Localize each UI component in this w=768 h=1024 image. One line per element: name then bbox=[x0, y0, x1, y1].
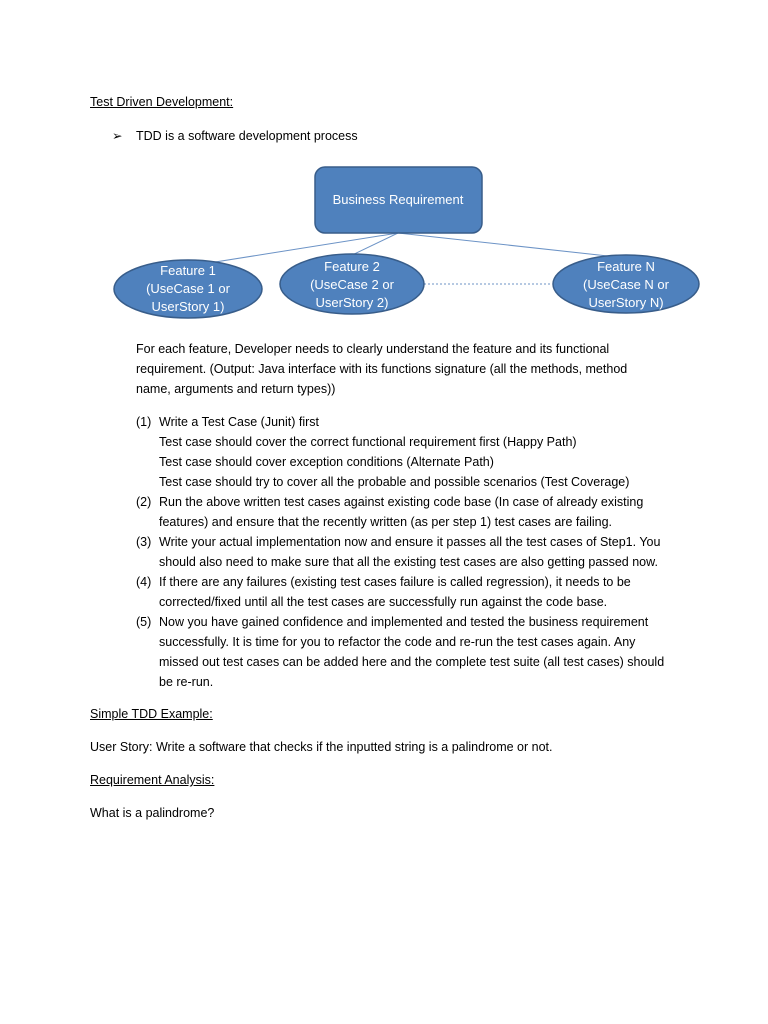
intro-paragraph bbox=[136, 339, 627, 399]
step-line: Now you have gained confidence and implemented and tested the business requirement bbox=[159, 615, 649, 629]
step-line: should also need to make sure that all the existing test cases are also getting passed now. bbox=[159, 555, 658, 569]
business-requirement-label: Business Requirement bbox=[332, 192, 464, 207]
feature-2-line-2: (UseCase 2 or bbox=[310, 277, 394, 292]
steps-list bbox=[136, 412, 696, 692]
step-line: missed out test cases can be added here and the complete test suite (all test cases) should bbox=[159, 655, 665, 669]
step-number: (1) bbox=[136, 415, 152, 429]
step-number: (4) bbox=[136, 575, 152, 589]
step-line: be re-run. bbox=[159, 675, 214, 689]
step-number: (3) bbox=[136, 535, 152, 549]
intro-line: For each feature, Developer needs to clearly understand the feature and its functional bbox=[136, 342, 610, 356]
step-line: Test case should cover the correct functional requirement first (Happy Path) bbox=[159, 435, 577, 449]
step-line: Write your actual implementation now and ensure it passes all the test cases of Step1. You bbox=[159, 535, 661, 549]
palindrome-question: What is a palindrome? bbox=[90, 806, 215, 820]
arrow-bullet-icon: ➢ bbox=[112, 129, 123, 143]
connector-line bbox=[398, 233, 626, 258]
example-heading: Simple TDD Example: bbox=[90, 707, 213, 721]
step-number: (5) bbox=[136, 615, 152, 629]
intro-line: name, arguments and return types)) bbox=[136, 382, 336, 396]
step-line: Test case should try to cover all the probable and possible scenarios (Test Coverage) bbox=[159, 475, 630, 489]
page-title: Test Driven Development: bbox=[90, 95, 234, 109]
requirement-diagram bbox=[0, 0, 768, 330]
feature-1-line-1: Feature 1 bbox=[160, 263, 216, 278]
step-line: If there are any failures (existing test cases failure is called regression), it needs to be bbox=[159, 575, 631, 589]
step-line: features) and ensure that the recently written (as per step 1) test cases are failing. bbox=[159, 515, 613, 529]
feature-n-line-1: Feature N bbox=[597, 259, 655, 274]
step-item bbox=[136, 412, 696, 492]
step-line: Run the above written test cases against existing code base (In case of already existing bbox=[159, 495, 644, 509]
feature-1-line-2: (UseCase 1 or bbox=[146, 281, 230, 296]
feature-1-line-3: UserStory 1) bbox=[151, 299, 225, 314]
step-item bbox=[136, 572, 696, 612]
feature-2-line-3: UserStory 2) bbox=[315, 295, 389, 310]
step-item bbox=[136, 612, 696, 692]
analysis-heading: Requirement Analysis: bbox=[90, 773, 215, 787]
step-item bbox=[136, 532, 696, 572]
feature-n-line-2: (UseCase N or bbox=[583, 277, 669, 292]
step-line: successfully. It is time for you to refactor the code and re-run the test cases again. Any bbox=[159, 635, 636, 649]
step-line: Test case should cover exception conditions (Alternate Path) bbox=[159, 455, 494, 469]
step-item bbox=[136, 492, 696, 532]
intro-line: requirement. (Output: Java interface with its functions signature (all the methods, method bbox=[136, 362, 628, 376]
bullet-text: TDD is a software development process bbox=[136, 129, 358, 143]
user-story-text: User Story: Write a software that checks if the inputted string is a palindrome or not. bbox=[90, 740, 553, 754]
feature-2-line-1: Feature 2 bbox=[324, 259, 380, 274]
step-line: Write a Test Case (Junit) first bbox=[159, 415, 319, 429]
step-line: corrected/fixed until all the test cases are successfully run against the code base. bbox=[159, 595, 608, 609]
step-number: (2) bbox=[136, 495, 152, 509]
feature-n-line-3: UserStory N) bbox=[588, 295, 664, 310]
